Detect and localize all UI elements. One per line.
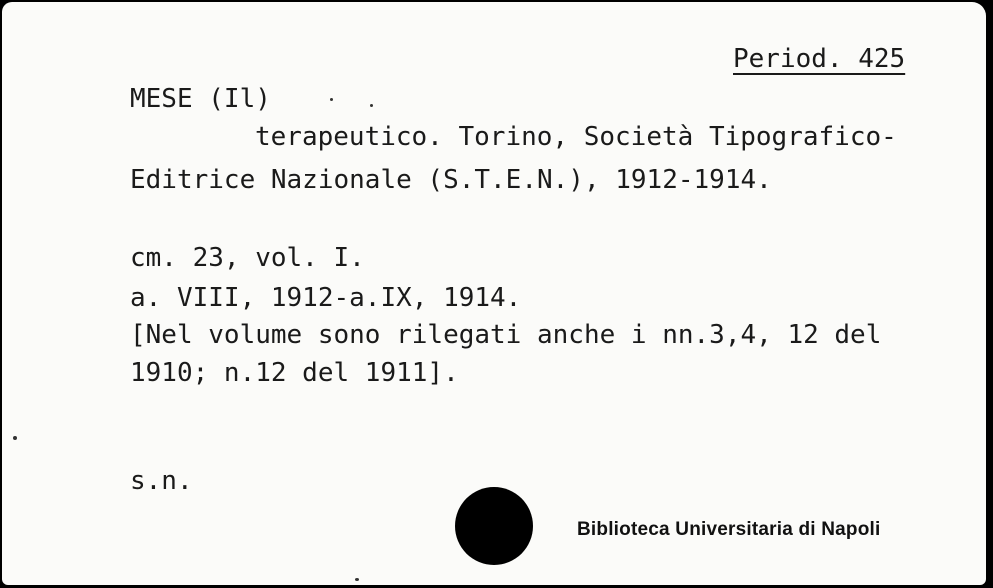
library-stamp: Biblioteca Universitaria di Napoli (577, 519, 881, 540)
physical-description-line: cm. 23, vol. I. (130, 243, 365, 273)
note-line-1: [Nel volume sono rilegati anche i nn.3,4, 12 del (130, 320, 882, 350)
volume-years-line: a. VIII, 1912-a.IX, 1914. (130, 283, 522, 313)
dust-speck (355, 578, 359, 581)
dust-speck (330, 98, 333, 101)
punch-hole (455, 487, 533, 565)
card-heading: MESE (Il) (130, 84, 271, 114)
sn-note: s.n. (130, 466, 193, 496)
dust-speck (370, 104, 373, 107)
dust-speck (13, 436, 17, 440)
shelfmark: Period. 425 (733, 44, 906, 74)
description-line-1: terapeutico. Torino, Società Tipografico- (255, 122, 897, 152)
note-line-2: 1910; n.12 del 1911]. (130, 358, 459, 388)
catalog-card (2, 2, 986, 585)
description-line-2: Editrice Nazionale (S.T.E.N.), 1912-1914. (130, 165, 772, 195)
